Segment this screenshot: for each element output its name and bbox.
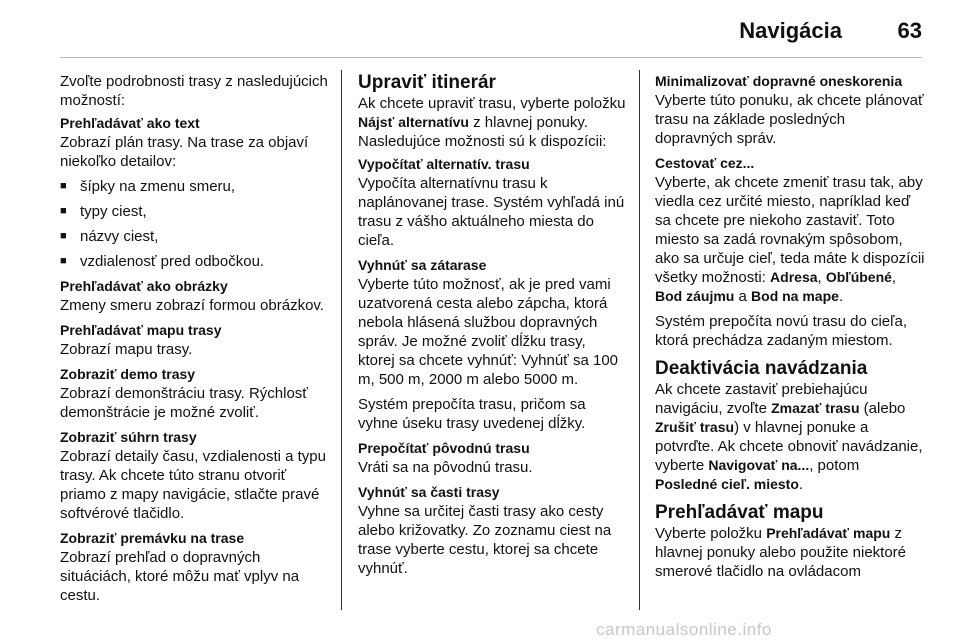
keyword-navigovat-na: Navigovať na... [708,457,810,473]
keyword-zmazat-trasu: Zmazať trasu [771,400,860,416]
desc-zobrazit-demo-trasy: Zobrazí demonštráciu trasy. Rýchlosť demonštrácie je možné zvoliť. [60,385,308,421]
keyword-prehladavat-mapu: Prehľadávať mapu [766,525,891,541]
term-vyhnut-sa-casti-trasy: Vyhnúť sa časti trasy [358,484,500,500]
desc-prehladavat-mapu-trasy: Zobrazí mapu trasy. [60,341,193,358]
recalc-note: Systém prepočíta novú trasu do cieľa, ktorá prechádza zadaným miestom. [655,313,908,349]
page-title: Navigácia [739,18,842,43]
separator: a [734,288,752,305]
term-prehladavat-ako-text: Prehľadávať ako text [60,115,200,131]
bullet-item: ■ názvy ciest, [60,227,328,246]
desc-prehladavat-ako-obrazky: Zmeny smeru zobrazí formou obrázkov. [60,297,324,314]
term-prehladavat-ako-obrazky: Prehľadávať ako obrázky [60,278,228,294]
keyword-bod-zaujmu: Bod záujmu [655,288,735,304]
keyword-bod-na-mape: Bod na mape [751,288,839,304]
column-divider-2 [639,70,640,610]
term-zobrazit-demo-trasy: Zobraziť demo trasy [60,366,196,382]
col2-intro-text: Ak chcete upraviť trasu, vyberte položku [358,95,626,112]
deactivation-paragraph [655,380,925,494]
col1-intro: Zvoľte podrobnosti trasy z nasledujúcich možností: [60,73,328,109]
desc-minimalizovat-oneskorenia: Vyberte túto ponuku, ak chcete plánovať trasu na základe posledných dopravných správ. [655,92,924,147]
text-part: Vyberte položku [655,525,767,542]
heading-upravit-itinerar: Upraviť itinerár [358,72,496,93]
separator: , [891,269,897,286]
desc-vyhnut-sa-zatarase: Vyberte túto možnosť, ak je pred vami uzatvorená cesta alebo zápcha, ktorá nebola hlásená službou dopravných správ. Je možné zvoliť dĺžku trasy, ktorej sa chcete vyhnúť: Vyhnúť sa 100 m, 500 m, 2000 m alebo 5000 m. [358,276,619,388]
desc-cestovat-cez-text: Vyberte, ak chcete zmeniť trasu tak, aby viedla cez určité miesto, napríklad keď sa chcete pre niekoho zastaviť. Toto miesto sa zadá rovnakým spôsobom, ako sa určuje cieľ, teda máte k dispozícii všetky možnosti: [655,174,925,286]
term-vyhnut-sa-zatarase: Vyhnúť sa zátarase [358,257,487,273]
desc-cestovat-cez [655,173,925,306]
bullet-item: ■ šípky na zmenu smeru, [60,177,328,196]
text-part: . [798,476,804,493]
col2-extra-note: Systém prepočíta trasu, pričom sa vyhne úseku trasy uvedenej dĺžky. [358,396,586,432]
text-part: (alebo [859,400,906,417]
column-divider-1 [341,70,342,610]
header-rule [60,57,922,58]
term-cestovat-cez: Cestovať cez... [655,155,755,171]
page-number: 63 [897,18,922,43]
text-part: ) v hlavnej ponuke a potvrďte. Ak chcete obnoviť navádzanie, vyberte [655,419,923,474]
bullet-item: ■ typy ciest, [60,202,328,221]
separator: , [817,269,826,286]
column-1 [60,72,328,609]
term-zobrazit-suhrn-trasy: Zobraziť súhrn trasy [60,429,197,445]
detail-bullet-list [60,177,328,271]
term-zobrazit-premavku-na-trase: Zobraziť premávku na trase [60,530,245,546]
term-prehladavat-mapu-trasy: Prehľadávať mapu trasy [60,322,222,338]
desc-vyhnut-sa-casti-trasy: Vyhne sa určitej časti trasy ako cesty alebo križovatky. Zo zoznamu ciest na trase vyberte cestu, ktorej sa chcete vyhnúť. [358,503,612,577]
col2-intro-text-2: z hlavnej ponuky. Nasledujúce možnosti sú k dispozícii: [358,114,607,150]
col2-intro [358,94,626,151]
separator: . [838,288,844,305]
browse-map-paragraph [655,524,925,581]
text-part: Ak chcete zastaviť prebiehajúcu navigáciu, zvoľte [655,381,868,417]
column-3 [655,72,925,585]
keyword-posledne-ciel-miesto: Posledné cieľ. miesto [655,476,799,492]
term-vypocitat-alternativ-trasu: Vypočítať alternatív. trasu [358,156,530,172]
keyword-najst-alternativu: Nájsť alternatívu [358,114,469,130]
text-part: z hlavnej ponuky alebo použite niektoré smerové tlačidlo na ovládacom [655,525,907,580]
desc-vypocitat-alternativ-trasu: Vypočíta alternatívnu trasu k naplánovanej trase. Systém vyhľadá inú trasu z vášho aktuálneho miesta do cieľa. [358,175,625,249]
desc-prehladavat-ako-text: Zobrazí plán trasy. Na trase za objaví niekoľko detailov: [60,134,309,170]
keyword-zrusit-trasu: Zrušiť trasu [655,419,735,435]
desc-zobrazit-premavku-na-trase: Zobrazí prehľad o dopravných situáciách, ktoré môžu mať vplyv na cestu. [60,549,300,604]
watermark-text: carmanualsonline.info [596,620,772,639]
term-prepocitat-povodnu-trasu: Prepočítať pôvodnú trasu [358,440,530,456]
keyword-oblubene: Obľúbené [825,269,892,285]
bullet-item: ■ vzdialenosť pred odbočkou. [60,252,328,271]
page-header [0,0,960,58]
column-2 [358,72,626,582]
heading-prehladavat-mapu: Prehľadávať mapu [655,502,824,523]
text-part: , potom [809,457,860,474]
term-minimalizovat-oneskorenia: Minimalizovať dopravné oneskorenia [655,73,903,89]
desc-zobrazit-suhrn-trasy: Zobrazí detaily času, vzdialenosti a typu trasy. Ak chcete túto stranu otvoriť priamo z mapy navigácie, stlačte pravé softvérové tlačidlo. [60,448,326,522]
desc-prepocitat-povodnu-trasu: Vráti sa na pôvodnú trasu. [358,459,533,476]
heading-deaktivacia-navadzania: Deaktivácia navádzania [655,358,868,379]
keyword-adresa: Adresa [770,269,818,285]
